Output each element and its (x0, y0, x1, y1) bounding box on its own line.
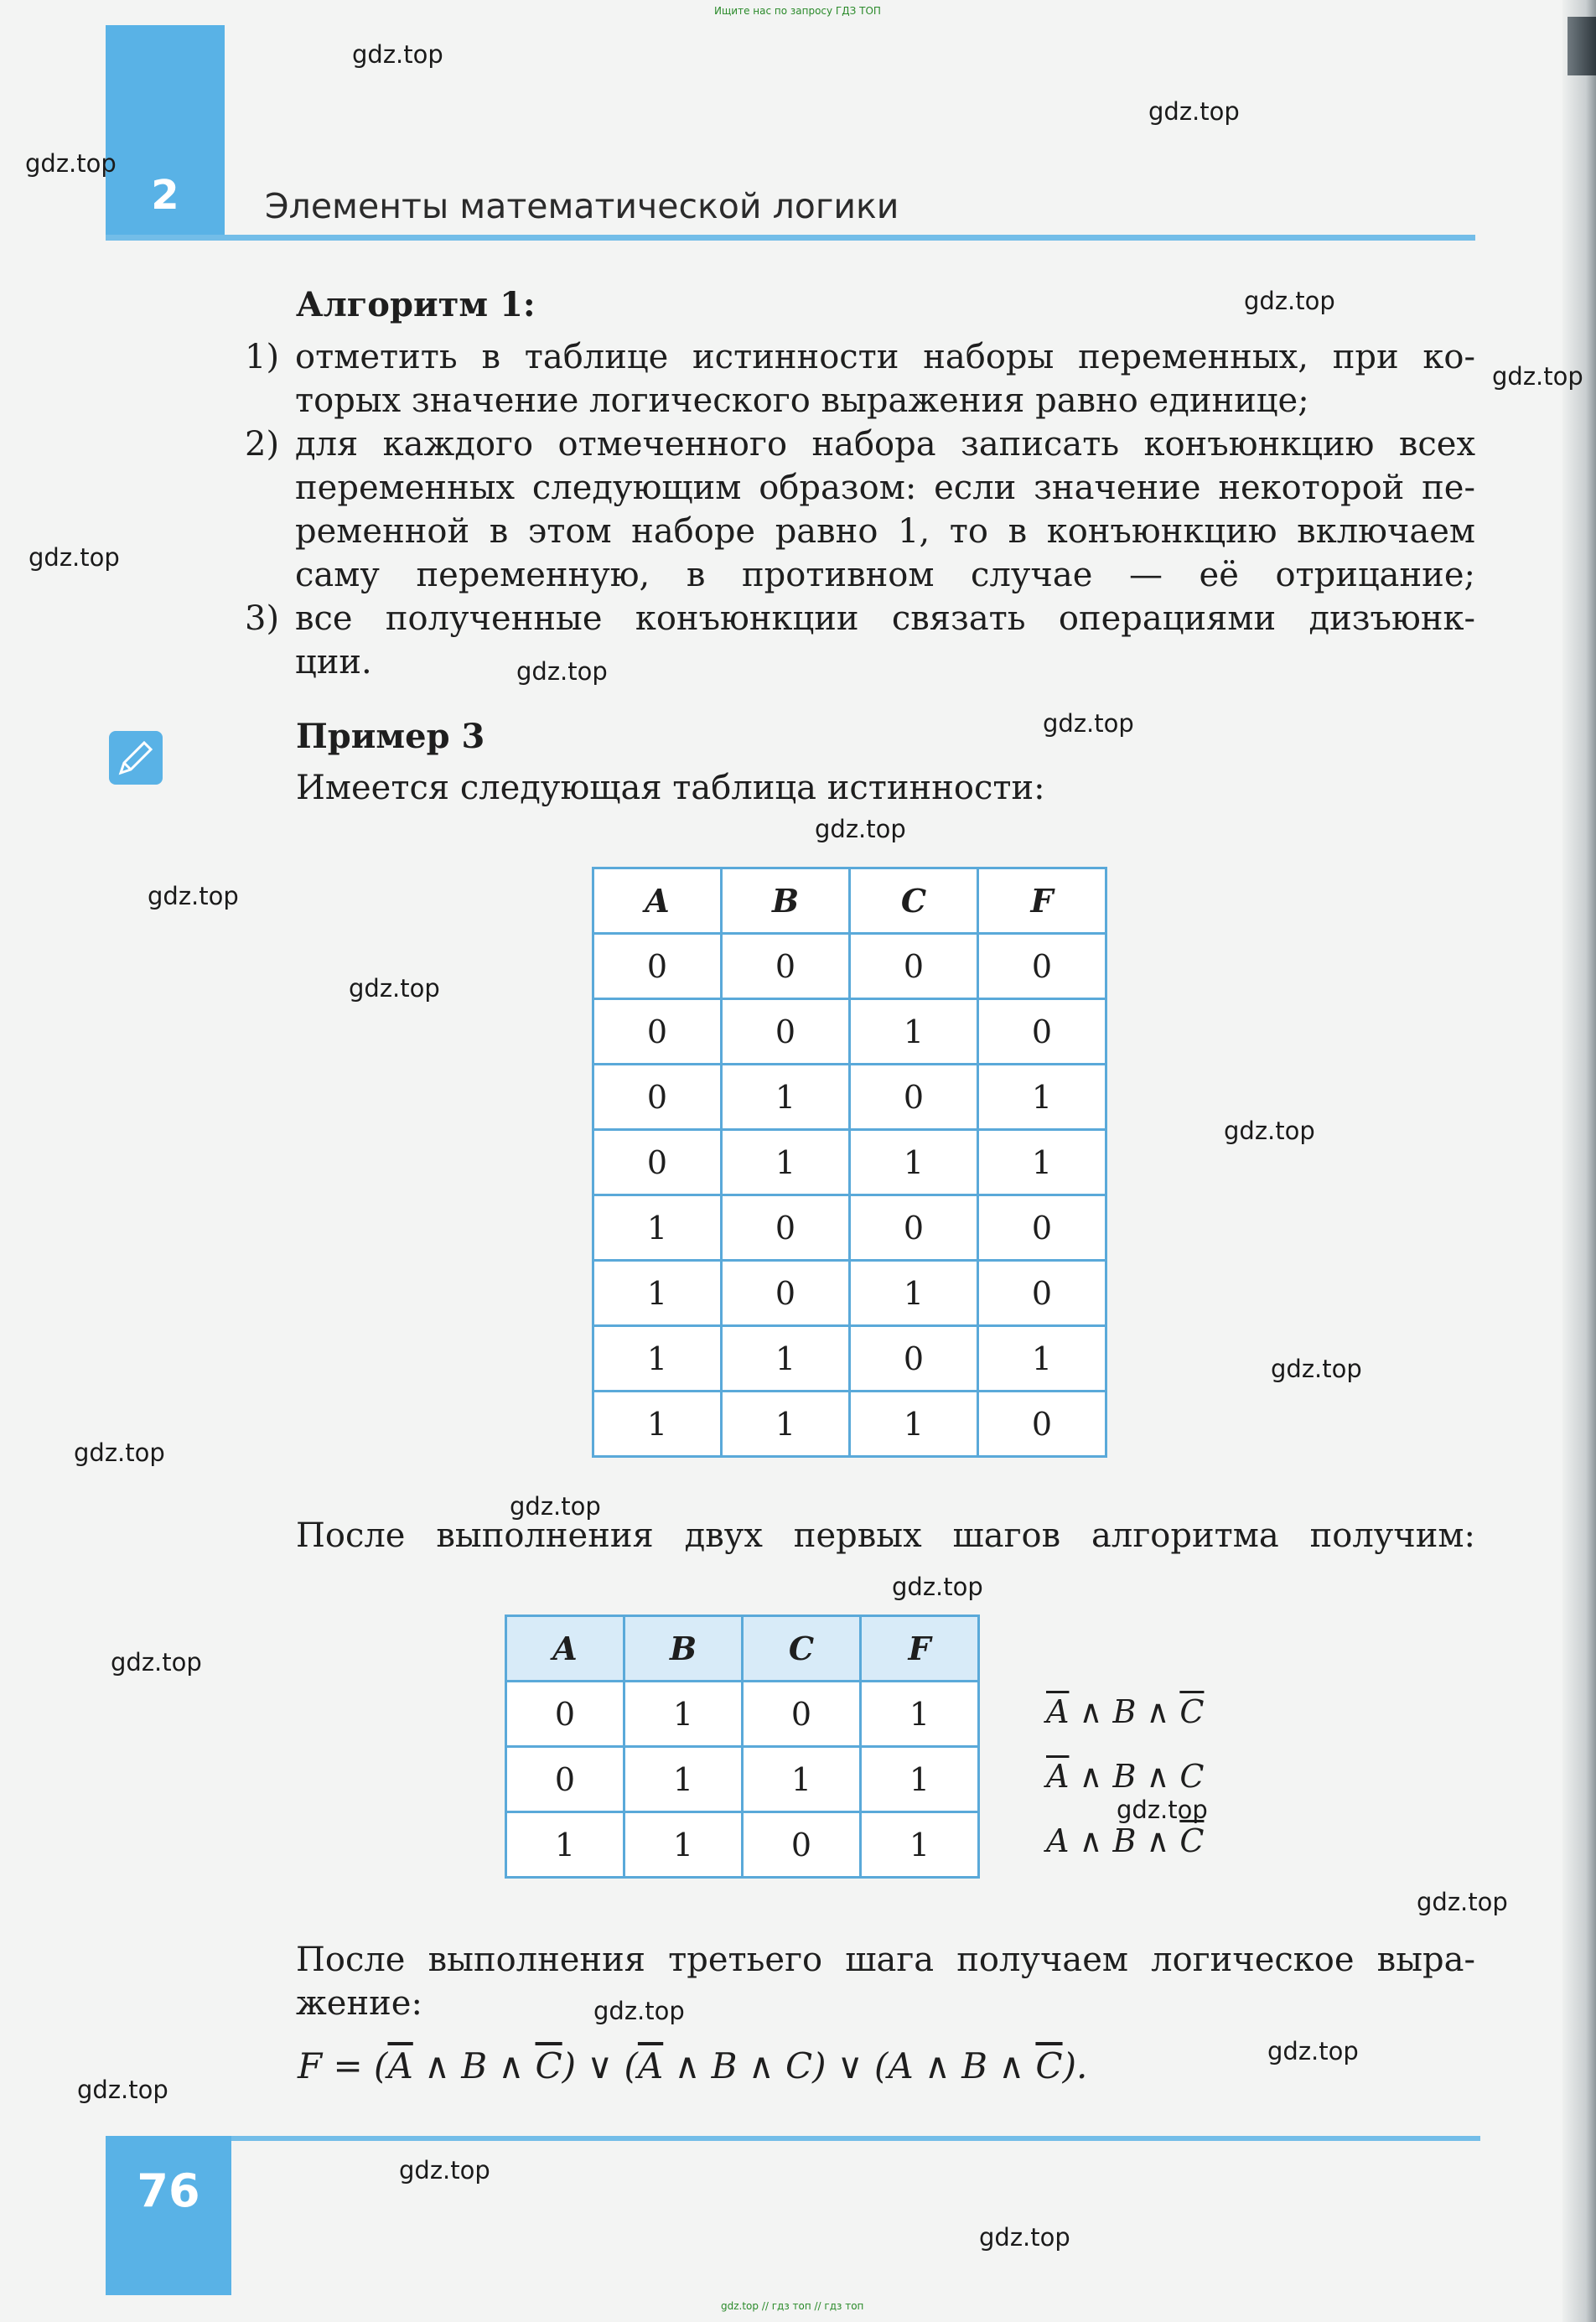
watermark: gdz.top (399, 2156, 490, 2185)
watermark: gdz.top (349, 974, 440, 1003)
header-f: F (978, 868, 1106, 934)
header-a: A (593, 868, 722, 934)
watermark: gdz.top (1492, 362, 1583, 391)
step-1-number: 1) (245, 338, 280, 376)
cell: 0 (593, 1065, 722, 1130)
step-2-line-3: ременной в этом наборе равно 1, то в конъюнкцию включаем (295, 512, 1475, 551)
cell: 1 (978, 1326, 1106, 1392)
watermark: gdz.top (815, 815, 906, 843)
cell: 1 (850, 1130, 978, 1195)
watermark: gdz.top (74, 1438, 165, 1467)
cell: 0 (850, 1065, 978, 1130)
cell: 0 (722, 999, 850, 1065)
header-c: C (850, 868, 978, 934)
header-a: A (506, 1616, 624, 1682)
watermark: gdz.top (892, 1573, 983, 1601)
watermark: gdz.top (1043, 709, 1134, 738)
var-c-negated: $\overline{C}$ (1179, 1693, 1205, 1730)
footer-rule (106, 2136, 1480, 2141)
cell: 0 (593, 934, 722, 999)
marked-table-header (506, 1616, 979, 1682)
watermark: gdz.top (111, 1648, 202, 1677)
cell: 1 (722, 1392, 850, 1457)
watermark: gdz.top (352, 40, 443, 69)
cell: 1 (593, 1326, 722, 1392)
table-row (593, 1195, 1106, 1261)
watermark: gdz.top (1224, 1117, 1315, 1145)
table-row (593, 999, 1106, 1065)
chapter-number: 2 (151, 172, 179, 219)
algorithm-title: Алгоритм 1: (296, 285, 536, 324)
scan-corner (1568, 17, 1596, 75)
step-3-line-2: ции. (295, 643, 372, 682)
cell: 1 (593, 1195, 722, 1261)
cell: 0 (978, 1392, 1106, 1457)
header-b: B (624, 1616, 743, 1682)
cell: 1 (624, 1682, 743, 1747)
cell: 1 (861, 1682, 979, 1747)
watermark: gdz.top (593, 1997, 685, 2025)
cell: 0 (506, 1747, 624, 1812)
var-a: A (1046, 1822, 1070, 1859)
cell: 0 (850, 1195, 978, 1261)
step-3-line-1: все полученные конъюнкции связать операциями дизъюнк- (295, 599, 1475, 638)
after-third-step-line-1: После выполнения третьего шага получаем логическое выра- (296, 1941, 1475, 1979)
watermark: gdz.top (25, 149, 117, 178)
var-b: B (1112, 1822, 1137, 1859)
cell: 0 (722, 934, 850, 999)
watermark: gdz.top (979, 2223, 1070, 2252)
cell: 0 (593, 999, 722, 1065)
watermark: gdz.top (1117, 1796, 1208, 1824)
cell: 0 (722, 1261, 850, 1326)
table-row (593, 1065, 1106, 1130)
cell: 0 (850, 1326, 978, 1392)
header-c: C (743, 1616, 861, 1682)
cell: 1 (722, 1130, 850, 1195)
table-row (593, 1326, 1106, 1392)
cell: 1 (850, 1261, 978, 1326)
watermark: gdz.top (1148, 97, 1240, 126)
cell: 1 (624, 1812, 743, 1878)
cell: 0 (978, 1261, 1106, 1326)
table-row (593, 1130, 1106, 1195)
watermark: gdz.top (1267, 2037, 1359, 2065)
var-c-negated: $\overline{C}$ (1179, 1822, 1205, 1859)
table-row (506, 1682, 979, 1747)
example-title: Пример 3 (296, 717, 485, 756)
cell: 0 (850, 934, 978, 999)
watermark: gdz.top (77, 2076, 168, 2104)
cell: 1 (593, 1261, 722, 1326)
page-number: 76 (137, 2164, 200, 2217)
cell: 0 (593, 1130, 722, 1195)
truth-table-header (593, 868, 1106, 934)
step-2-number: 2) (245, 425, 280, 464)
cell: 1 (861, 1747, 979, 1812)
header-b: B (722, 868, 850, 934)
watermark: gdz.top (1244, 287, 1335, 315)
step-2-line-1: для каждого отмеченного набора записать конъюнкцию всех (295, 425, 1475, 464)
cell: 0 (978, 1195, 1106, 1261)
cell: 1 (593, 1392, 722, 1457)
step-2-line-4: саму переменную, в противном случае — её отрицание; (295, 556, 1475, 594)
var-a-negated: $\overline{A}$ (1046, 1693, 1070, 1730)
page-edge-shadow (1562, 0, 1596, 2322)
watermark: gdz.top (1417, 1888, 1508, 1916)
cell: 1 (850, 999, 978, 1065)
marked-rows-table (505, 1615, 980, 1879)
table-row (593, 934, 1106, 999)
result-formula: $F = (\overline{A}$ ∧ B ∧ $\overline{C}$) ∨ ($\overline{A}$ ∧ B ∧ C) ∨ (A ∧ B ∧ $\overline{C}$). (298, 2045, 1088, 2086)
conjunction-3: A ∧ B ∧ $\overline{C}$ (1046, 1822, 1205, 1859)
pencil-icon (109, 731, 163, 785)
watermark: gdz.top (510, 1492, 601, 1521)
truth-table (592, 867, 1107, 1458)
conjunction-1: $\overline{A}$ ∧ B ∧ $\overline{C}$ (1046, 1693, 1205, 1730)
cell: 1 (506, 1812, 624, 1878)
cell: 0 (743, 1682, 861, 1747)
table-row (506, 1812, 979, 1878)
step-3-number: 3) (245, 599, 280, 638)
chapter-title: Элементы математической логики (265, 186, 899, 226)
watermark: gdz.top (28, 543, 120, 572)
table-row (593, 1392, 1106, 1457)
conjunction-2: $\overline{A}$ ∧ B ∧ C (1046, 1758, 1205, 1795)
watermark: gdz.top (148, 882, 239, 910)
var-a-negated: $\overline{A}$ (1046, 1758, 1070, 1795)
bottom-notice: gdz.top // гдз топ // гдз топ (721, 2300, 864, 2312)
table-row (593, 1261, 1106, 1326)
watermark: gdz.top (1271, 1355, 1362, 1383)
header-rule (106, 235, 1475, 241)
cell: 1 (850, 1392, 978, 1457)
cell: 1 (978, 1065, 1106, 1130)
cell: 0 (506, 1682, 624, 1747)
cell: 1 (861, 1812, 979, 1878)
watermark: gdz.top (516, 657, 608, 686)
top-notice: Ищите нас по запросу ГДЗ ТОП (714, 5, 881, 17)
step-2-line-2: переменных следующим образом: если значение некоторой пе- (295, 469, 1475, 507)
header-f: F (861, 1616, 979, 1682)
example-intro: Имеется следующая таблица истинности: (296, 769, 1045, 807)
var-b: B (1112, 1693, 1137, 1730)
step-1-line-2: торых значение логического выражения равно единице; (295, 381, 1309, 420)
cell: 1 (978, 1130, 1106, 1195)
var-b: B (1112, 1758, 1137, 1795)
var-c: C (1179, 1758, 1205, 1795)
table-row (506, 1747, 979, 1812)
cell: 1 (624, 1747, 743, 1812)
cell: 1 (743, 1747, 861, 1812)
step-1-line-1: отметить в таблице истинности наборы переменных, при ко- (295, 338, 1475, 376)
cell: 0 (722, 1195, 850, 1261)
cell: 0 (743, 1812, 861, 1878)
cell: 0 (978, 999, 1106, 1065)
after-third-step-line-2: жение: (296, 1984, 422, 2023)
after-two-steps: После выполнения двух первых шагов алгоритма получим: (296, 1516, 1475, 1555)
cell: 1 (722, 1326, 850, 1392)
cell: 1 (722, 1065, 850, 1130)
cell: 0 (978, 934, 1106, 999)
